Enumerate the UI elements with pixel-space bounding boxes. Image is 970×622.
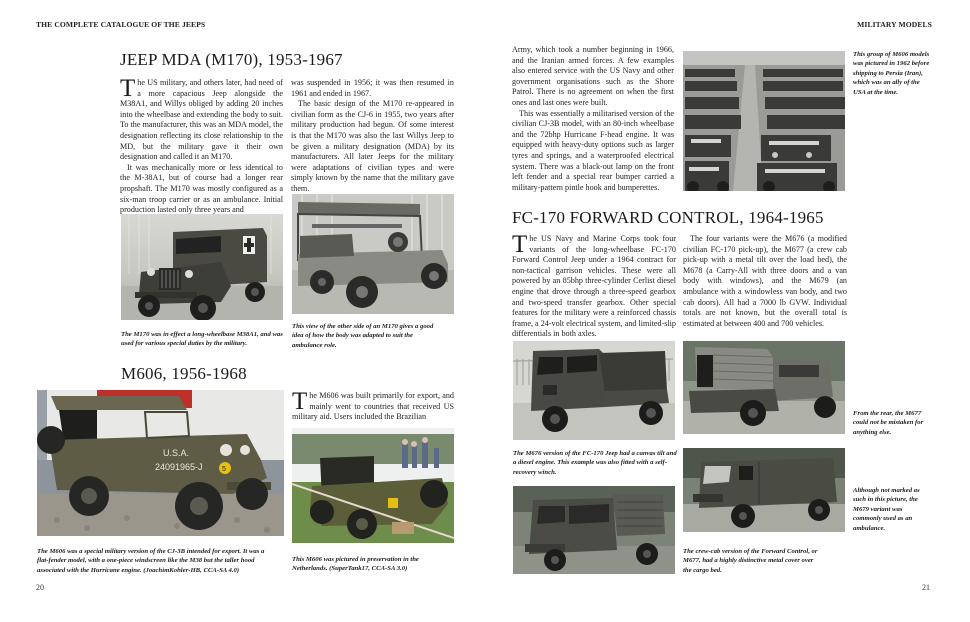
dropcap: T [292, 388, 308, 415]
photo-m606-netherlands [292, 428, 454, 543]
running-head-right: MILITARY MODELS [857, 20, 932, 29]
fc170-body-col1: The US Navy and Marine Corps took four variants of the long-wheelbase FC-170 Forward Control Jeep under a 1964 contract for non-tactical garrison vehicles. These were all powered by an 85bhp three-cylinder Cerlist diesel engine that drove through a three-speed gearbox and two-speed transfer gearbox. Other special features for the military were a reinforced chassis frame, a 24-volt electrical system, and limited-slip differentials in both axles. [512, 231, 676, 339]
caption-m606-cobblestones: The M606 was a special military version of the CJ-3B intended for export. It was a flat-fender model, with a one-piece windscreen like the M38 but the taller hood associated with the Hurricane engine. (JoachimKohler-HB, CCA-SA 4.0) [37, 548, 265, 574]
mda-body-col1: The US military, and others later, had need of a more capacious Jeep alongside the M38A1, and Willys obliged by adding 20 inches into the wheelbase and extending the body to suit. To the manufacturer, this was an MDA model, the designation reflecting its close relationship to the MD, but the military gave it their own designation and called it an M170. It was mechanically more or less identical to the M-38A1, but of course had a longer rear propshaft. The M170 was mostly configured as a six-man troop carrier or as an ambulance. Initial production lasted only three years and [120, 75, 283, 215]
section-title-m606: M606, 1956-1968 [121, 364, 247, 383]
running-head-left: THE COMPLETE CATALOGUE OF THE JEEPS [36, 20, 206, 29]
caption-m606-rows: This group of M606 models was pictured in 1962 before shipping to Persia (Iran), which was an ally of the USA at the time. [853, 51, 930, 96]
photo-m677-rear [683, 341, 845, 434]
photo-m679-van [683, 448, 845, 532]
dropcap: T [512, 231, 528, 258]
caption-m677-rear: From the rear, the M677 could not be mistaken for anything else. [853, 410, 924, 436]
photo-m606-rows-iran [683, 51, 845, 191]
dropcap: T [120, 75, 136, 102]
page-number-left: 20 [36, 583, 44, 592]
page-number-right: 21 [922, 583, 930, 592]
caption-m676: The M676 version of the FC-170 Jeep had a canvas tilt and a diesel engine. This example was also fitted with a self-recovery winch. [513, 450, 677, 476]
photo-m170-ambulance-front [121, 214, 283, 320]
caption-m679: Although not marked as such in this picture, the M679 variant was commonly used as an ambulance. [853, 487, 920, 532]
m606-continued-body: Army, which took a number beginning in 1966, and the Iranian armed forces. A few examples also entered service with the US Navy and other government organisations such as the Shore Patrol. There is no agreement on when the first ones and last ones were built. This was essentially a militarised version of the civilian CJ-3B model, with an 80-inch wheelbase and the 72bhp Hurricane F-head engine. It was equipped with heavy-duty options such as larger tyres and springs, and a waterproofed electrical system. There was a black-out lamp on the front left fender and a special rear bumper carried a military-pattern pintle hook and bumperettes. [512, 45, 674, 192]
mda-body-col2: was suspended in 1956; it was then resumed in 1961 and ended in 1967. The basic design of the M170 re-appeared in civilian form as the CJ-6 in 1955, two years after military production had begun. Of some interest is that the M170 was also the last Willys Jeep to be given a military designation (MDA) by its manufacturers. All later Jeeps for the military were adaptations of civilian types and were simply known by the name that the military gave them. [291, 78, 454, 193]
caption-m606-netherlands: This M606 was pictured in preservation in the Netherlands. (SuperTank17, CCA-SA 3.0) [292, 556, 419, 573]
bridge-plate: 5 [222, 466, 226, 473]
usa-marking: U.S.A. [163, 448, 190, 458]
caption-crew-cab: The crew-cab version of the Forward Control, or M677, had a highly distinctive metal cover over the cargo bed. [683, 548, 818, 574]
section-title-fc170: FC-170 FORWARD CONTROL, 1964-1965 [512, 208, 824, 227]
caption-m170-side: This view of the other side of an M170 gives a good idea of how the body was adapted to suit the ambulance role. [292, 323, 434, 349]
caption-m170-front: The M170 was in effect a long-wheelbase M38A1, and was used for various special duties by the military. [121, 331, 283, 348]
serial-marking: 24091965-J [155, 462, 203, 472]
photo-m170-ambulance-side [292, 194, 454, 314]
photo-m606-cobblestones [37, 390, 284, 536]
m606-body: The M606 was built primarily for export, and mainly went to countries that received US military aid. Users included the Brazilian [292, 388, 454, 422]
right-page [485, 0, 970, 622]
fc170-body-col2: The four variants were the M676 (a modified civilian FC-170 pick-up), the M677 (a crew cab pick-up with a metal tilt over the load bed), the M678 (a Carry-All with three doors and a van body with windows), and the M679 (an ambulance with a windowless van body, and two cab doors). All had a 7000 lb GVW. Individual totals are not known, but the overall total is estimated at between 400 and 700 vehicles. [683, 234, 847, 328]
photo-m676-canvas-tilt [513, 341, 675, 440]
photo-m677-crew-cab [513, 486, 675, 574]
section-title-jeep-mda: JEEP MDA (M170), 1953-1967 [120, 50, 343, 69]
